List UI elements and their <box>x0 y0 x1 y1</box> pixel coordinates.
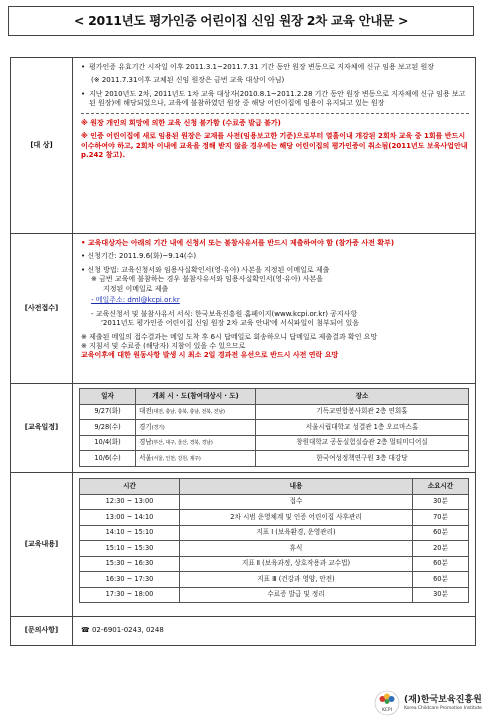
apply-method <box>81 266 469 294</box>
section-content-schedule <box>73 384 475 472</box>
section-label-target: [대 상] <box>11 58 73 233</box>
table-row <box>80 525 469 541</box>
section-target <box>11 58 475 234</box>
phone-number: ☎ 02-6901-0243, 0248 <box>81 626 164 635</box>
program-time <box>80 556 180 572</box>
program-duration: 30분 <box>413 494 469 510</box>
apply-forms-line-2: '2011년도 평가인증 어린이집 신임 원장 2차 교육 안내'에 서식파일이 첨부되어 있음 <box>101 319 359 328</box>
region-main: 경기 <box>139 422 152 431</box>
apply-period: • 신청기간: 2011.9.6(화)~9.14(수) <box>81 252 197 261</box>
time-end: 15:10 <box>134 528 154 537</box>
col-region: 개최 시 · 도(참여대상시 · 도) <box>136 389 256 405</box>
section-content-content <box>73 473 475 616</box>
apply-method-line-2: ※ 금번 교육에 불참하는 경우 불참사유서와 임용사실확인서(영·유아) 사본을 <box>91 275 323 284</box>
table-row <box>80 572 469 588</box>
time-start: 15:10 <box>105 543 125 552</box>
section-apply <box>11 234 475 384</box>
col-content: 내용 <box>180 479 413 495</box>
program-duration: 70분 <box>413 510 469 526</box>
time-end: 15:30 <box>134 543 154 552</box>
col-place: 장소 <box>256 389 469 405</box>
program-duration: 30분 <box>413 587 469 603</box>
program-duration: 20분 <box>413 541 469 557</box>
section-label-content: [교육내용] <box>11 473 73 616</box>
table-row <box>80 404 469 420</box>
col-duration: 소요시간 <box>413 479 469 495</box>
bullet: • <box>81 89 86 98</box>
region-sub: (경기) <box>151 424 165 431</box>
program-content: 접수 <box>180 494 413 510</box>
table-row <box>80 494 469 510</box>
region-sub: (부산, 대구, 울산, 경북, 경남) <box>151 440 213 447</box>
svg-text:KCPI: KCPI <box>382 708 392 713</box>
time-end: 18:00 <box>134 590 154 599</box>
target-item-2 <box>81 90 469 109</box>
time-end: 14:10 <box>134 512 154 521</box>
apply-method-line-3: 지정된 이메일로 제출 <box>103 284 169 293</box>
program-content: 지표 Ⅱ (보육과정, 상호작용과 교수법) <box>180 556 413 572</box>
schedule-date: 10/4(화) <box>80 435 136 451</box>
schedule-table <box>79 388 469 467</box>
table-row <box>80 556 469 572</box>
target-warning-1: ※ 원장 개인의 희망에 의한 교육 신청 불가함 (수료증 발급 불가) <box>81 118 281 127</box>
logo-name-kr: (재)한국보육진흥원 <box>404 694 482 705</box>
apply-email-link[interactable]: - 메일주소: dml@kcpi.or.kr <box>91 296 180 305</box>
table-row <box>80 451 469 467</box>
time-start: 14:10 <box>105 528 125 537</box>
col-time: 시간 <box>80 479 180 495</box>
schedule-place: 서울시립대학교 성결관 1층 오르마스홀 <box>256 420 469 436</box>
program-content: 지표 Ⅲ (건강과 영양, 안전) <box>180 572 413 588</box>
program-time <box>80 510 180 526</box>
table-row <box>80 541 469 557</box>
apply-note-2: ※ 지침서 및 수료증 (해당자) 지참이 있을 수 있으므로 <box>81 341 246 350</box>
apply-note-1: ※ 제출된 메일의 접수결과는 메일 도착 후 6시 답메일로 회송하오니 답메일로 제출결과 확인 요망 <box>81 332 378 341</box>
table-row <box>80 510 469 526</box>
schedule-place: 한국여성정책연구원 3층 대강당 <box>256 451 469 467</box>
time-separator: ~ <box>126 559 133 568</box>
region-main: 경남 <box>139 438 152 447</box>
section-schedule <box>11 384 475 473</box>
time-separator: ~ <box>126 528 133 537</box>
time-separator: ~ <box>126 543 133 552</box>
program-header-row <box>80 479 469 495</box>
apply-forms <box>81 310 469 329</box>
table-row <box>80 420 469 436</box>
apply-intro: • 교육대상자는 아래의 기간 내에 신청서 또는 불참사유서를 반드시 제출하여야 함 (참가증 사전 확부) <box>81 239 395 247</box>
apply-forms-line-1: - 교육신청서 및 불참사유서 서식: 한국보육진흥원 홈페이지(www.kcpi.or.kr) 공지사항 <box>91 309 358 318</box>
region-sub: (대전, 충남, 충북, 충남, 전북, 전남) <box>151 409 225 416</box>
table-row <box>80 435 469 451</box>
apply-note-3: 교육이후에 대한 원동사항 발생 시 최소 2일 경과전 유선으로 반드시 사전 연락 요망 <box>81 351 339 360</box>
time-start: 17:30 <box>105 590 125 599</box>
time-separator: ~ <box>126 497 133 506</box>
time-end: 13:00 <box>134 497 154 506</box>
program-time <box>80 525 180 541</box>
program-time <box>80 494 180 510</box>
page-title: < 2011년도 평가인증 어린이집 신임 원장 2차 교육 안내문 > <box>8 6 474 36</box>
logo-name-en: Korea Childcare Promotion Institute <box>404 705 482 711</box>
schedule-region <box>136 420 256 436</box>
program-content: 2차 시범 운영체계 및 인증 어린이집 사후관리 <box>180 510 413 526</box>
bullet: • <box>81 63 86 71</box>
table-row <box>80 587 469 603</box>
schedule-date: 10/6(수) <box>80 451 136 467</box>
program-content: 지표 Ⅰ (보육환경, 운영관리) <box>180 525 413 541</box>
schedule-region <box>136 451 256 467</box>
schedule-place: 기독교연합봉사회관 2층 연회홀 <box>256 404 469 420</box>
schedule-header-row <box>80 389 469 405</box>
program-duration: 60분 <box>413 556 469 572</box>
program-duration: 60분 <box>413 525 469 541</box>
time-separator: ~ <box>126 590 133 599</box>
target-warning-2: ※ 인증 어린이집에 새로 임용된 원장은 교재를 사전(임용보고한 기준)으로부터 열흘이내 개강된 2회차 교육 중 1회를 반드시 이수하여야 하고, 2회차 이내에 교육을 정해 받지 않을 경우에는 해당 어린이집의 평가인증이 취소됨(2011년도 보육사업안내 p.242 참고). <box>81 132 468 160</box>
schedule-place: 창원대학교 공동실험실습관 2층 멀티미디어실 <box>256 435 469 451</box>
program-content: 수료증 발급 및 정리 <box>180 587 413 603</box>
program-content: 휴식 <box>180 541 413 557</box>
section-content-contact <box>73 617 475 645</box>
program-time <box>80 572 180 588</box>
section-label-contact: [문의사항] <box>11 617 73 645</box>
target-text-1: 평가인증 유효기간 시작일 이후 2011.3.1~2011.7.31 기간 동안 원장 변동으로 지자체에 신규 임용 보고된 원장 <box>89 63 435 71</box>
program-time <box>80 541 180 557</box>
notice-table <box>10 57 476 646</box>
time-start: 15:30 <box>105 559 125 568</box>
section-content-apply <box>73 234 475 383</box>
time-separator: ~ <box>126 574 133 583</box>
program-duration: 60분 <box>413 572 469 588</box>
kcpi-logo-icon <box>374 690 400 716</box>
org-logo <box>374 690 482 716</box>
time-start: 13:00 <box>105 512 125 521</box>
time-separator: ~ <box>126 512 133 521</box>
col-date: 일자 <box>80 389 136 405</box>
time-end: 17:30 <box>134 574 154 583</box>
region-main: 대전 <box>139 407 152 416</box>
time-end: 16:30 <box>134 559 154 568</box>
program-time <box>80 587 180 603</box>
schedule-region <box>136 435 256 451</box>
schedule-date: 9/28(수) <box>80 420 136 436</box>
section-label-schedule: [교육일정] <box>11 384 73 472</box>
target-note: (※ 2011.7.31이후 교체된 신임 원장은 금번 교육 대상이 아님) <box>91 76 285 85</box>
section-content-target <box>73 58 475 233</box>
target-item-1 <box>81 63 469 72</box>
time-start: 16:30 <box>105 574 125 583</box>
divider <box>81 113 469 114</box>
section-label-apply: [사전접수] <box>11 234 73 383</box>
region-sub: (서울, 인천, 강원, 제주) <box>151 455 201 462</box>
region-main: 서울 <box>139 453 152 462</box>
logo-text <box>404 694 482 712</box>
apply-method-line-1: • 신청 방법: 교육신청서와 임용사실확인서(영·유아) 사본을 지정된 이메일로 제출 <box>81 265 330 274</box>
target-text-2: 지난 2010년도 2차, 2011년도 1차 교육 대상자(2010.8.1~2011.2.28 기간 동안 원장 변동으로 지자체에 신규 임용 보고된 원장)에 해당되었으나, 교육에 불참하였던 원장 중 해당 어린이집에 임용이 유지되고 있는 원장 <box>89 89 466 108</box>
program-table <box>79 478 469 603</box>
schedule-region <box>136 404 256 420</box>
section-content <box>11 473 475 617</box>
section-contact <box>11 617 475 645</box>
time-start: 12:30 <box>105 497 125 506</box>
schedule-date: 9/27(화) <box>80 404 136 420</box>
